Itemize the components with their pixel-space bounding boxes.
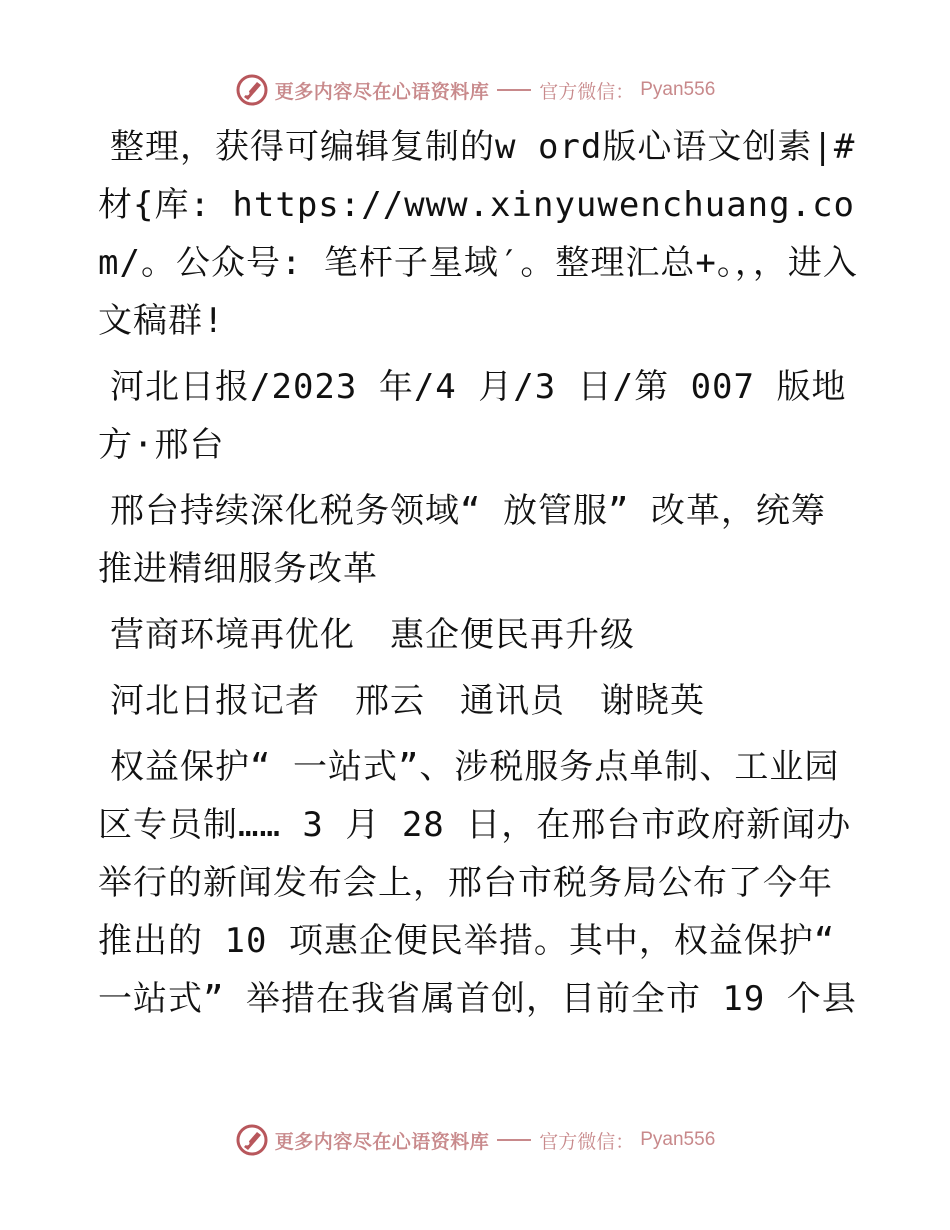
paragraph-subheadline: 营商环境再优化 惠企便民再升级 — [110, 615, 635, 655]
paragraph-body: 权益保护“ 一站式”、涉税服务点单制、工业园区专员制…… 3 月 28 日，在邢台市政府新闻办举行的新闻发布会上，邢台市税务局公布了今年推出的 10 项惠企便民举措。其中，权益保护“ 一站式” 举措在我省属首创，目前全市 19 个县 — [98, 747, 857, 1019]
banner-dash — [497, 1139, 531, 1141]
paragraph-intro: 整理，获得可编辑复制的w ord版心语文创素|#材{库: https://www.xinyuwenchuang.com/。公众号: 笔杆子星域′。整理汇总+。，，进入文稿群! — [98, 127, 858, 341]
brand-logo-icon — [235, 73, 269, 107]
banner-text: 更多内容尽在心语资料库 — [274, 1130, 490, 1153]
paragraph-headline: 邢台持续深化税务领域“ 放管服” 改革，统筹推进精细服务改革 — [98, 491, 826, 589]
banner-dash — [497, 89, 531, 91]
banner-wechat-id: Pyan556 — [640, 79, 716, 100]
document-body — [98, 118, 858, 1036]
paragraph-byline: 河北日报记者 邢云 通讯员 谢晓英 — [110, 681, 705, 721]
banner-wechat-label: 官方微信： — [539, 1130, 635, 1153]
banner-wechat-label: 官方微信： — [539, 80, 635, 103]
brand-logo-icon — [235, 1123, 269, 1157]
paragraph-source: 河北日报/2023 年/4 月/3 日/第 007 版地方·邢台 — [98, 367, 847, 465]
banner-text: 更多内容尽在心语资料库 — [274, 80, 490, 103]
header-banner — [0, 70, 950, 110]
footer-banner — [0, 1120, 950, 1160]
banner-wechat-id: Pyan556 — [640, 1129, 716, 1150]
